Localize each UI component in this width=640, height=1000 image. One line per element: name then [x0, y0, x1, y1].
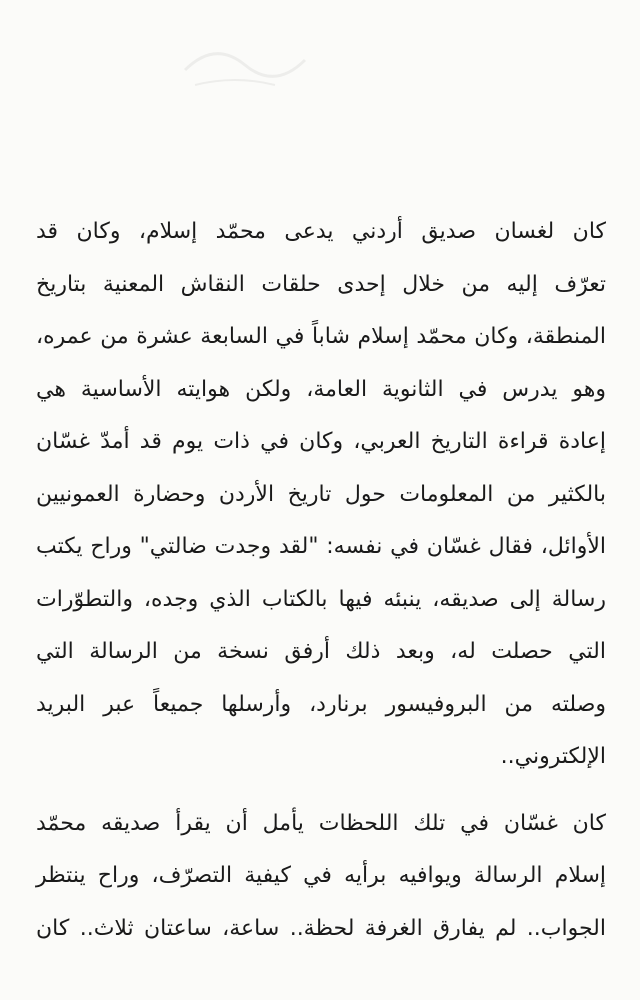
body-text — [36, 206, 606, 955]
bleed-through-mark — [175, 30, 325, 100]
text-line: الجواب.. لم يفارق الغرفة لحظة.. ساعة، ساعتان ثلاث.. كان — [36, 915, 606, 941]
text-line: إعادة قراءة التاريخ العربي، وكان في ذات يوم قد أمدّ غسّان — [36, 429, 606, 454]
text-line: الأوائل، فقال غسّان في نفسه: "لقد وجدت ضالتي" وراح يكتب — [36, 534, 606, 559]
paragraph-2 — [36, 798, 606, 956]
text-line: وهو يدرس في الثانوية العامة، ولكن هوايته الأساسية هي — [36, 376, 606, 402]
text-line: رسالة إلى صديقه، ينبئه فيها بالكتاب الذي وجده، والتطوّرات — [36, 586, 606, 612]
text-line: تعرّف إليه من خلال إحدى حلقات النقاش المعنية بتاريخ — [36, 271, 606, 297]
paragraph-1 — [36, 206, 606, 784]
text-line: وصلته من البروفيسور برنارد، وأرسلها جميعاً عبر البريد — [36, 691, 606, 717]
text-line: إسلام الرسالة ويوافيه برأيه في كيفية التصرّف، وراح ينتظر — [36, 863, 606, 888]
text-line: المنطقة، وكان محمّد إسلام شاباً في السابعة عشرة من عمره، — [36, 324, 606, 349]
text-line: كان غسّان في تلك اللحظات يأمل أن يقرأ صديقه محمّد — [36, 810, 606, 836]
text-line: كان لغسان صديق أردني يدعى محمّد إسلام، وكان قد — [36, 219, 606, 244]
text-line: بالكثير من المعلومات حول تاريخ الأردن وحضارة العمونيين — [36, 481, 606, 507]
text-line: التي حصلت له، وبعد ذلك أرفق نسخة من الرسالة التي — [36, 639, 606, 664]
text-line: الإلكتروني.. — [500, 744, 606, 769]
